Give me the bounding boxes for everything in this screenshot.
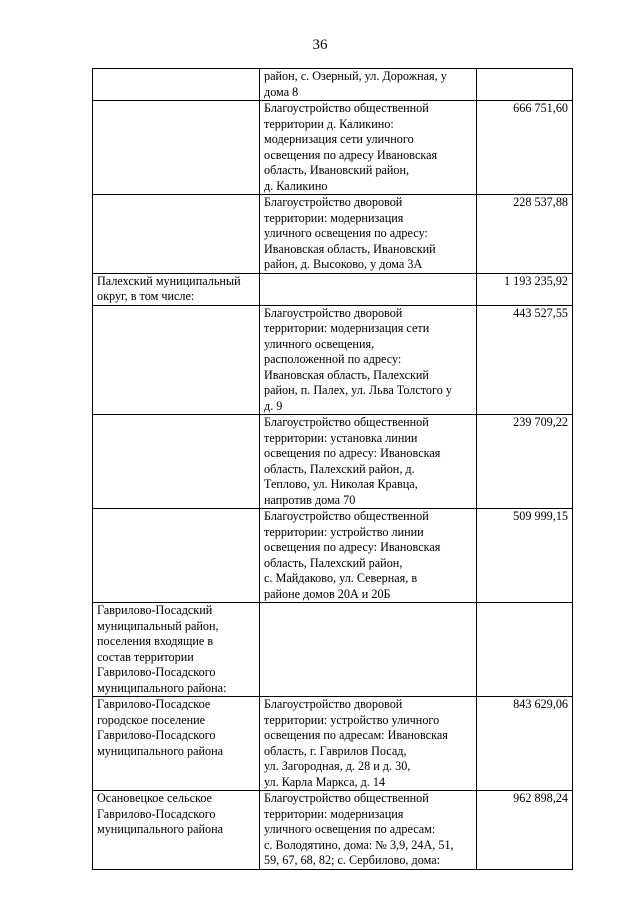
amount-cell: 666 751,60 <box>477 101 573 195</box>
description-cell: Благоустройство дворовой территории: модернизация сети уличного освещения, расположенной по адресу: Ивановская область, Палехский район, п. Палех, ул. Льва Толстого у д. 9 <box>260 305 477 415</box>
territory-cell: Гаврилово-Посадский муниципальный район, поселения входящие в состав территории Гаврилово-Посадского муниципального района: <box>93 603 260 697</box>
table-row <box>93 791 573 870</box>
table-row <box>93 697 573 791</box>
amount-cell: 228 537,88 <box>477 195 573 274</box>
territory-cell <box>93 101 260 195</box>
territory-cell <box>93 69 260 101</box>
amount-cell: 443 527,55 <box>477 305 573 415</box>
table-row <box>93 69 573 101</box>
description-cell: район, с. Озерный, ул. Дорожная, у дома 8 <box>260 69 477 101</box>
table-row <box>93 195 573 274</box>
territory-cell: Палехский муниципальный округ, в том числе: <box>93 273 260 305</box>
table-row <box>93 415 573 509</box>
amount-cell: 509 999,15 <box>477 509 573 603</box>
amount-cell: 1 193 235,92 <box>477 273 573 305</box>
table-row <box>93 101 573 195</box>
description-cell: Благоустройство общественной территории: установка линии освещения по адресу: Ивановская область, Палехский район, д. Теплово, ул. Николая Кравца, напротив дома 70 <box>260 415 477 509</box>
territory-cell: Гаврилово-Посадское городское поселение Гаврилово-Посадского муниципального района <box>93 697 260 791</box>
table-row <box>93 305 573 415</box>
territory-cell <box>93 195 260 274</box>
table-row <box>93 603 573 697</box>
page-number: 36 <box>312 37 328 53</box>
territory-cell <box>93 415 260 509</box>
description-cell <box>260 603 477 697</box>
table-row <box>93 509 573 603</box>
description-cell: Благоустройство общественной территории д. Каликино: модернизация сети уличного освещения по адресу Ивановская область, Ивановский район, д. Каликино <box>260 101 477 195</box>
territory-cell: Осановецкое сельское Гаврилово-Посадского муниципального района <box>93 791 260 870</box>
amount-cell: 843 629,06 <box>477 697 573 791</box>
funding-table <box>92 68 573 870</box>
amount-cell <box>477 603 573 697</box>
amount-cell <box>477 69 573 101</box>
description-cell: Благоустройство дворовой территории: устройство уличного освещения по адресам: Ивановская область, г. Гаврилов Посад, ул. Загородная, д. 28 и д. 30, ул. Карла Маркса, д. 14 <box>260 697 477 791</box>
description-cell: Благоустройство общественной территории: устройство линии освещения по адресу: Ивановская область, Палехский район, с. Майдаково, ул. Северная, в районе домов 20А и 20Б <box>260 509 477 603</box>
amount-cell: 962 898,24 <box>477 791 573 870</box>
territory-cell <box>93 509 260 603</box>
description-cell <box>260 273 477 305</box>
territory-cell <box>93 305 260 415</box>
description-cell: Благоустройство общественной территории: модернизация уличного освещения по адресам: с. Володятино, дома: № 3,9, 24А, 51, 59, 67, 68, 82; с. Сербилово, дома: <box>260 791 477 870</box>
table-row <box>93 273 573 305</box>
amount-cell: 239 709,22 <box>477 415 573 509</box>
description-cell: Благоустройство дворовой территории: модернизация уличного освещения по адресу: Ивановская область, Ивановский район, д. Высоково, у дома 3А <box>260 195 477 274</box>
